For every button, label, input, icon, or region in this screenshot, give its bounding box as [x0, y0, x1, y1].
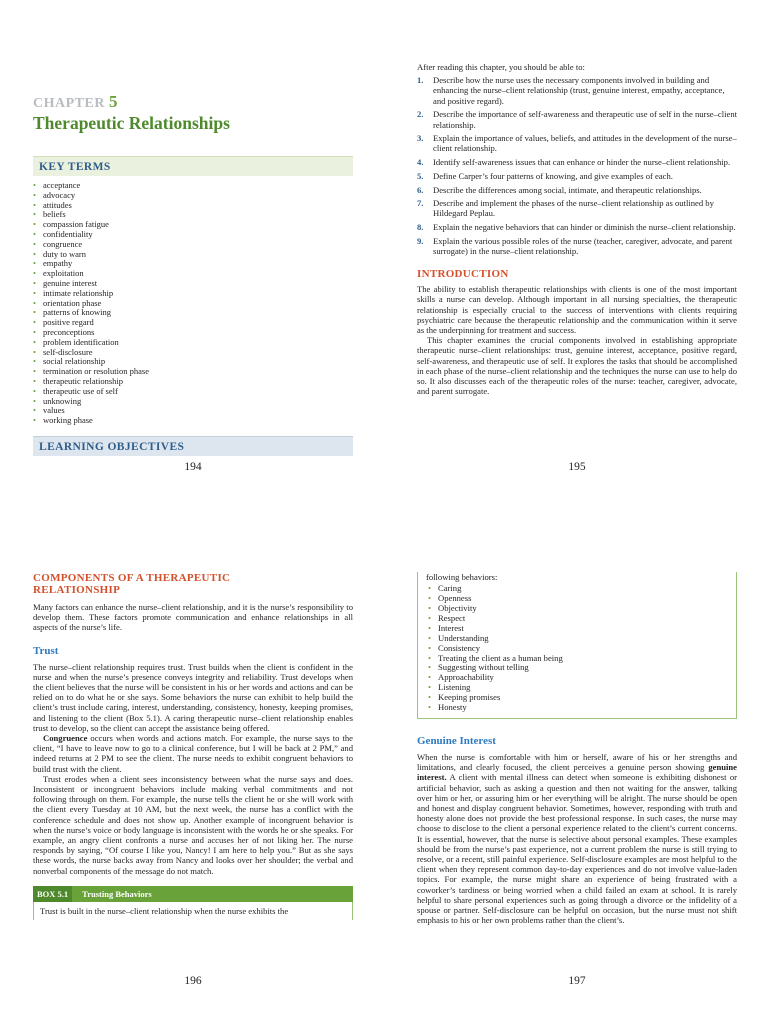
behavior-item: • Listening [426, 683, 728, 693]
key-term-item: • problem identification [33, 338, 353, 348]
key-terms-box [33, 156, 353, 176]
page-194 [33, 60, 353, 456]
trust-heading: Trust [33, 644, 59, 657]
box-5-1-header [33, 886, 353, 902]
chapter-title: Therapeutic Relationships [33, 113, 230, 133]
key-term-item: • congruence [33, 240, 353, 250]
learning-objectives-heading: LEARNING OBJECTIVES [39, 440, 185, 453]
objective-item [417, 171, 737, 181]
objective-number: 3. [417, 133, 424, 144]
objective-number: 1. [417, 75, 424, 86]
components-heading-line-2: RELATIONSHIP [33, 584, 121, 596]
key-term-item: • acceptance [33, 181, 353, 191]
key-term-item: • attitudes [33, 201, 353, 211]
intro-paragraph-2: This chapter examines the crucial components involved in establishing appropriate therapeutic nurse–client relationships: trust, genuine interest, acceptance, positive regard, self-awareness, and therapeutic use of self. It explores the tasks that should be accomplished in each phase of the nurse–client relationship and the techniques the nurse can use to help do so. It also discusses each of the therapeutic roles of the nurse: teacher, caregiver, advocate, and parent surrogate. [417, 335, 737, 397]
genuine-text-b: A client with mental illness can detect when someone is exhibiting dishonest or artificial behavior, such as asking a question and then not waiting for the answer, talking over him or her, or assuring him or her everything will be alright. The nurse should be open and honest and display congruent behavior. Sometimes, however, responding with truth and honesty alone does not provide the best professional response. In such cases, the nurse may choose to disclose to the client a personal experience related to the client’s current concerns. It is essential, however, that the nurse is selective about personal examples. These examples should be from the nurse’s past experience, not a current problem the nurse is still trying to resolve, or a recent, still painful experience. Self-disclosure examples are most helpful to the client when they represent common day-to-day experiences and do not involve value-laden topics. For example, the nurse might share an experience of being frustrated with a coworker’s tardiness or being worried when a child failed an exam at school. It is rarely helpful to share personal experiences such as going through a divorce or the infidelity of a spouse or partner. Self-disclosure can be helpful on occasion, but the nurse must not shift emphasis to his or her own problems rather than the client’s. [417, 772, 737, 926]
objectives-lead-in: After reading this chapter, you should be able to: [417, 62, 585, 72]
objective-number: 4. [417, 157, 424, 168]
box-5-1 [33, 886, 353, 920]
objective-item [417, 133, 737, 153]
behavior-item: • Consistency [426, 644, 728, 654]
objective-item [417, 198, 737, 218]
genuine-interest-term: genuine interest. [417, 762, 737, 783]
trust-paragraph-1: The nurse–client relationship requires trust. Trust builds when the client is confident in the nurse and when the nurse’s presence conveys integrity and reliability. Trust develops when the client believes that the nurse will be consistent in his or her words and actions and can be relied on to do what he or she says. Some behaviors the nurse can exhibit to help build the client’s trust include caring, interest, understanding, consistency, honesty, keeping promises, and listening to the client (Box 5.1). A caring therapeutic nurse–client relationship enables trust to develop, so the client can accept the assistance being offered. [33, 661, 353, 733]
key-term-item: • beliefs [33, 210, 353, 220]
chapter-label [33, 92, 353, 112]
chapter-number: 5 [108, 92, 118, 111]
key-term-item: • patterns of knowing [33, 308, 353, 318]
genuine-text-a: When the nurse is comfortable with him or herself, aware of his or her strengths and limitations, and clearly focused, the client perceives a genuine person showing [417, 751, 737, 773]
key-term-item: • duty to warn [33, 250, 353, 260]
objective-text: Describe and implement the phases of the nurse–client relationship as outlined by Hildegard Peplau. [433, 198, 714, 219]
objective-text: Identify self-awareness issues that can enhance or hinder the nurse–client relationship. [433, 157, 731, 168]
objective-item [417, 236, 737, 256]
components-heading [33, 572, 353, 596]
key-term-item: • therapeutic relationship [33, 377, 353, 387]
key-term-item: • self-disclosure [33, 348, 353, 358]
objective-text: Explain the importance of values, beliefs, and attitudes in the development of the nurse–client relationship. [433, 133, 737, 154]
objective-number: 2. [417, 109, 424, 120]
key-term-item: • orientation phase [33, 299, 353, 309]
objective-text: Explain the negative behaviors that can hinder or diminish the nurse–client relationship. [433, 222, 736, 233]
congruence-text: occurs when words and actions match. For example, the nurse says to the client, “I have to leave now to go to a clinical conference, but I will be back at 2 PM,” and indeed returns at 2 PM to see the client. The nurse needs to exhibit congruent behaviors to build trust with the client. [33, 733, 353, 774]
genuine-interest-heading: Genuine Interest [417, 734, 496, 747]
behavior-item: • Treating the client as a human being [426, 654, 728, 664]
objective-item [417, 109, 737, 129]
key-term-item: • working phase [33, 416, 353, 426]
objective-number: 6. [417, 184, 424, 195]
key-term-item: • social relationship [33, 357, 353, 367]
objective-text: Describe the differences among social, intimate, and therapeutic relationships. [433, 184, 702, 195]
behavior-item: • Understanding [426, 634, 728, 644]
box-label: BOX 5.1 [33, 886, 72, 902]
key-terms-list [33, 181, 353, 426]
box-intro-text: Trust is built in the nurse–client relationship when the nurse exhibits the [40, 905, 289, 916]
behavior-item: • Caring [426, 584, 728, 594]
key-term-item: • compassion fatigue [33, 220, 353, 230]
key-term-item: • confidentiality [33, 230, 353, 240]
intro-paragraph-1: The ability to establish therapeutic relationships with clients is one of the most important skills a nurse can develop. Although important in all nursing specialties, the therapeutic relationship is especially crucial to the success of interventions with clients requiring psychiatric care because the therapeutic relationship and the communication within it serve as the underpinning for treatment and success. [417, 284, 737, 336]
box-5-1-body [33, 902, 353, 920]
behavior-item: • Objectivity [426, 604, 728, 614]
objective-item [417, 75, 737, 106]
behavior-item: • Keeping promises [426, 693, 728, 703]
chapter-word: CHAPTER [33, 96, 105, 111]
behavior-item: • Respect [426, 614, 728, 624]
objective-number: 8. [417, 222, 424, 233]
page-number-195: 195 [568, 461, 586, 473]
trust-paragraph-3: Trust erodes when a client sees inconsistency between what the nurse says and does. Inconsistent or incongruent behaviors include making verbal commitments and not following through on them. For example, the nurse tells the client he or she will work with the client every Tuesday at 10 AM, but the next week, the nurse has a conflict with the conference schedule and does not show up. Another example of incongruent behavior is when the nurse’s voice or body language is inconsistent with the words he or she speaks. For example, an angry client confronts a nurse and accuses her of not liking her. The nurse responds by saying, “Of course I like you, Nancy! I am here to help you.” But as she says these words, the nurse backs away from Nancy and looks over her shoulder; the verbal and nonverbal components of the message do not match. [33, 773, 353, 876]
page-number-196: 196 [184, 975, 202, 987]
objective-item [417, 222, 737, 232]
key-term-item: • intimate relationship [33, 289, 353, 299]
behavior-item: • Openness [426, 594, 728, 604]
congruence-term: Congruence [43, 733, 88, 744]
genuine-interest-paragraph [417, 752, 737, 925]
objective-text: Define Carper’s four patterns of knowing, and give examples of each. [433, 170, 673, 181]
objective-number: 5. [417, 170, 424, 181]
objective-text: Describe the importance of self-awareness and therapeutic use of self in the nurse–client relationship. [433, 109, 737, 130]
objective-item [417, 185, 737, 195]
congruence-paragraph [33, 733, 353, 774]
learning-objectives-box [33, 436, 353, 456]
components-heading-line-1: COMPONENTS OF A THERAPEUTIC [33, 572, 231, 584]
box-continued-text: following behaviors: [426, 572, 498, 582]
behavior-item: • Suggesting without telling [426, 663, 728, 673]
objective-number: 9. [417, 235, 424, 246]
key-term-item: • advocacy [33, 191, 353, 201]
key-term-item: • positive regard [33, 318, 353, 328]
box-title: Trusting Behaviors [82, 888, 152, 899]
objective-text: Describe how the nurse uses the necessary components involved in building and enhancing the nurse–client relationship (trust, genuine interest, empathy, acceptance, and positive regard). [433, 75, 725, 106]
objective-number: 7. [417, 198, 424, 209]
page-number-197: 197 [568, 975, 586, 987]
trusting-behaviors-list [426, 584, 728, 713]
key-term-item: • exploitation [33, 269, 353, 279]
behavior-item: • Honesty [426, 703, 728, 713]
objective-text: Explain the various possible roles of the nurse (teacher, caregiver, advocate, and parent surrogate) in the nurse–client relationship. [433, 235, 733, 257]
objectives-list [417, 75, 737, 256]
components-paragraph: Many factors can enhance the nurse–client relationship, and it is the nurse’s responsibility to develop them. These factors promote communication and enhance relationships in all aspects of the nurse’s life. [33, 602, 353, 633]
behavior-item: • Interest [426, 624, 728, 634]
behavior-item: • Approachability [426, 673, 728, 683]
key-terms-heading: KEY TERMS [39, 161, 111, 173]
key-term-item: • therapeutic use of self [33, 387, 353, 397]
key-term-item: • empathy [33, 259, 353, 269]
key-term-item: • unknowing [33, 397, 353, 407]
page-197 [417, 572, 737, 925]
box-5-1-continued [417, 572, 737, 719]
introduction-heading: INTRODUCTION [417, 268, 509, 281]
key-term-item: • genuine interest [33, 279, 353, 289]
key-term-item: • preconceptions [33, 328, 353, 338]
key-term-item: • values [33, 406, 353, 416]
page-number-194: 194 [184, 461, 202, 473]
objective-item [417, 157, 737, 167]
page-195 [417, 60, 737, 396]
page-196 [33, 572, 353, 920]
key-term-item: • termination or resolution phase [33, 367, 353, 377]
